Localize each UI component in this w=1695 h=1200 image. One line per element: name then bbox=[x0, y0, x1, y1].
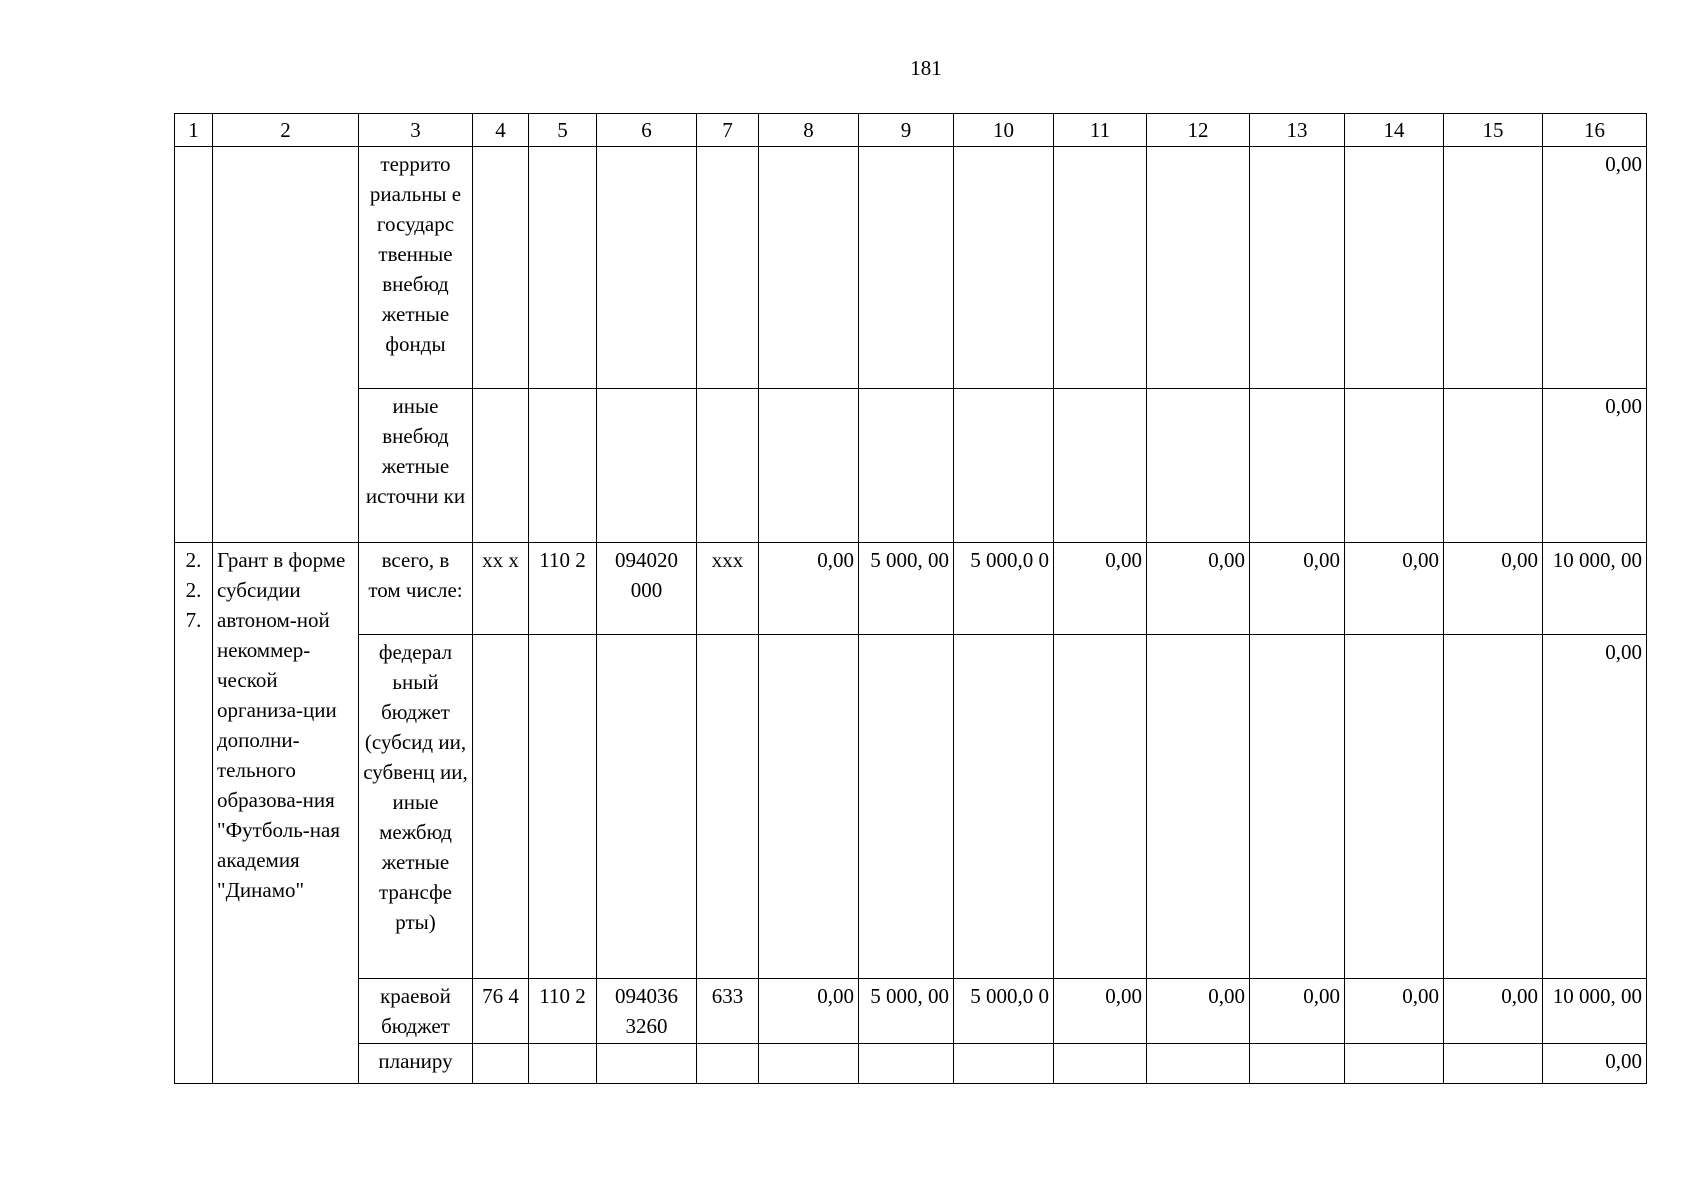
empty-cell bbox=[954, 1044, 1054, 1084]
funding-source: планиру bbox=[359, 1044, 473, 1084]
empty-cell bbox=[697, 389, 759, 543]
funding-source: краевой бюджет bbox=[359, 979, 473, 1044]
empty-cell bbox=[759, 147, 859, 389]
column-header: 7 bbox=[697, 114, 759, 147]
column-header: 1 bbox=[175, 114, 213, 147]
empty-cell bbox=[529, 635, 597, 979]
empty-cell bbox=[597, 147, 697, 389]
funding-source: всего, в том числе: bbox=[359, 543, 473, 635]
empty-cell bbox=[529, 147, 597, 389]
empty-cell bbox=[1345, 1044, 1444, 1084]
empty-cell bbox=[759, 1044, 859, 1084]
expense-type: xxx bbox=[697, 543, 759, 635]
empty-cell bbox=[1345, 389, 1444, 543]
empty-cell bbox=[954, 635, 1054, 979]
empty-cell bbox=[697, 1044, 759, 1084]
empty-cell bbox=[859, 1044, 954, 1084]
empty-cell bbox=[1054, 147, 1147, 389]
amount-cell: 0,00 bbox=[1250, 543, 1345, 635]
empty-cell bbox=[1345, 635, 1444, 979]
amount-cell: 0,00 bbox=[1147, 979, 1250, 1044]
budget-table bbox=[174, 113, 1647, 1084]
amount-cell: 0,00 bbox=[1444, 979, 1543, 1044]
target-code: 094036 3260 bbox=[597, 979, 697, 1044]
column-header: 15 bbox=[1444, 114, 1543, 147]
empty-cell bbox=[473, 147, 529, 389]
column-header: 2 bbox=[213, 114, 359, 147]
column-header: 3 bbox=[359, 114, 473, 147]
amount-cell: 0,00 bbox=[1444, 543, 1543, 635]
amount-cell: 5 000, 00 bbox=[859, 979, 954, 1044]
empty-cell bbox=[473, 635, 529, 979]
column-header: 13 bbox=[1250, 114, 1345, 147]
total-cell: 10 000, 00 bbox=[1543, 543, 1647, 635]
empty-cell bbox=[1250, 389, 1345, 543]
total-cell: 0,00 bbox=[1543, 389, 1647, 543]
activity-name: Грант в форме субсидии автоном-ной некоммер-ческой организа-ции дополни-тельного образова-ния "Футболь-ная академия "Динамо" bbox=[213, 543, 359, 1084]
empty-cell bbox=[697, 147, 759, 389]
row-number: 2. 2. 7. bbox=[175, 543, 213, 1084]
page-number: 181 bbox=[910, 56, 942, 80]
empty-cell bbox=[859, 389, 954, 543]
total-cell: 10 000, 00 bbox=[1543, 979, 1647, 1044]
column-header: 16 bbox=[1543, 114, 1647, 147]
column-header: 11 bbox=[1054, 114, 1147, 147]
table-row bbox=[175, 979, 1647, 1044]
admin-code: 76 4 bbox=[473, 979, 529, 1044]
funding-source: федерал ьный бюджет (субсид ии, субвенц ии, иные межбюд жетные трансфе рты) bbox=[359, 635, 473, 979]
empty-cell bbox=[954, 389, 1054, 543]
amount-cell: 5 000,0 0 bbox=[954, 979, 1054, 1044]
table-row bbox=[175, 147, 1647, 389]
column-header: 14 bbox=[1345, 114, 1444, 147]
column-header: 4 bbox=[473, 114, 529, 147]
empty-cell bbox=[1250, 147, 1345, 389]
amount-cell: 0,00 bbox=[1054, 543, 1147, 635]
total-cell: 0,00 bbox=[1543, 147, 1647, 389]
empty-cell bbox=[1147, 389, 1250, 543]
column-header: 10 bbox=[954, 114, 1054, 147]
amount-cell: 0,00 bbox=[1345, 543, 1444, 635]
total-cell: 0,00 bbox=[1543, 1044, 1647, 1084]
expense-type: 633 bbox=[697, 979, 759, 1044]
table-row bbox=[175, 635, 1647, 979]
total-cell: 0,00 bbox=[1543, 635, 1647, 979]
table-row bbox=[175, 1044, 1647, 1084]
column-header: 5 bbox=[529, 114, 597, 147]
empty-cell bbox=[597, 635, 697, 979]
empty-cell bbox=[1345, 147, 1444, 389]
empty-cell bbox=[1147, 635, 1250, 979]
empty-cell bbox=[759, 389, 859, 543]
funding-source: террито риальны е государс твенные внебюд жетные фонды bbox=[359, 147, 473, 389]
empty-cell bbox=[1250, 1044, 1345, 1084]
table-row bbox=[175, 389, 1647, 543]
amount-cell: 0,00 bbox=[1147, 543, 1250, 635]
column-header: 8 bbox=[759, 114, 859, 147]
funding-source: иные внебюд жетные источни ки bbox=[359, 389, 473, 543]
empty-cell bbox=[1054, 635, 1147, 979]
empty-cell bbox=[473, 1044, 529, 1084]
empty-cell bbox=[1147, 1044, 1250, 1084]
column-header: 9 bbox=[859, 114, 954, 147]
amount-cell: 0,00 bbox=[1250, 979, 1345, 1044]
column-header: 6 bbox=[597, 114, 697, 147]
empty-cell bbox=[1250, 635, 1345, 979]
amount-cell: 0,00 bbox=[759, 543, 859, 635]
empty-cell bbox=[1147, 147, 1250, 389]
amount-cell: 5 000, 00 bbox=[859, 543, 954, 635]
amount-cell: 5 000,0 0 bbox=[954, 543, 1054, 635]
empty-cell bbox=[529, 389, 597, 543]
target-code: 094020 000 bbox=[597, 543, 697, 635]
empty-cell bbox=[697, 635, 759, 979]
amount-cell: 0,00 bbox=[1054, 979, 1147, 1044]
amount-cell: 0,00 bbox=[1345, 979, 1444, 1044]
empty-cell bbox=[1054, 389, 1147, 543]
empty-cell bbox=[175, 147, 213, 543]
column-header: 12 bbox=[1147, 114, 1250, 147]
empty-cell bbox=[597, 389, 697, 543]
empty-cell bbox=[759, 635, 859, 979]
empty-cell bbox=[597, 1044, 697, 1084]
empty-cell bbox=[859, 147, 954, 389]
header-row bbox=[175, 114, 1647, 147]
empty-cell bbox=[213, 147, 359, 543]
empty-cell bbox=[1444, 635, 1543, 979]
empty-cell bbox=[1444, 1044, 1543, 1084]
amount-cell: 0,00 bbox=[759, 979, 859, 1044]
empty-cell bbox=[1054, 1044, 1147, 1084]
table-row bbox=[175, 543, 1647, 635]
empty-cell bbox=[1444, 147, 1543, 389]
empty-cell bbox=[473, 389, 529, 543]
admin-code: xx x bbox=[473, 543, 529, 635]
empty-cell bbox=[954, 147, 1054, 389]
section-code: 110 2 bbox=[529, 979, 597, 1044]
empty-cell bbox=[1444, 389, 1543, 543]
empty-cell bbox=[859, 635, 954, 979]
section-code: 110 2 bbox=[529, 543, 597, 635]
empty-cell bbox=[529, 1044, 597, 1084]
